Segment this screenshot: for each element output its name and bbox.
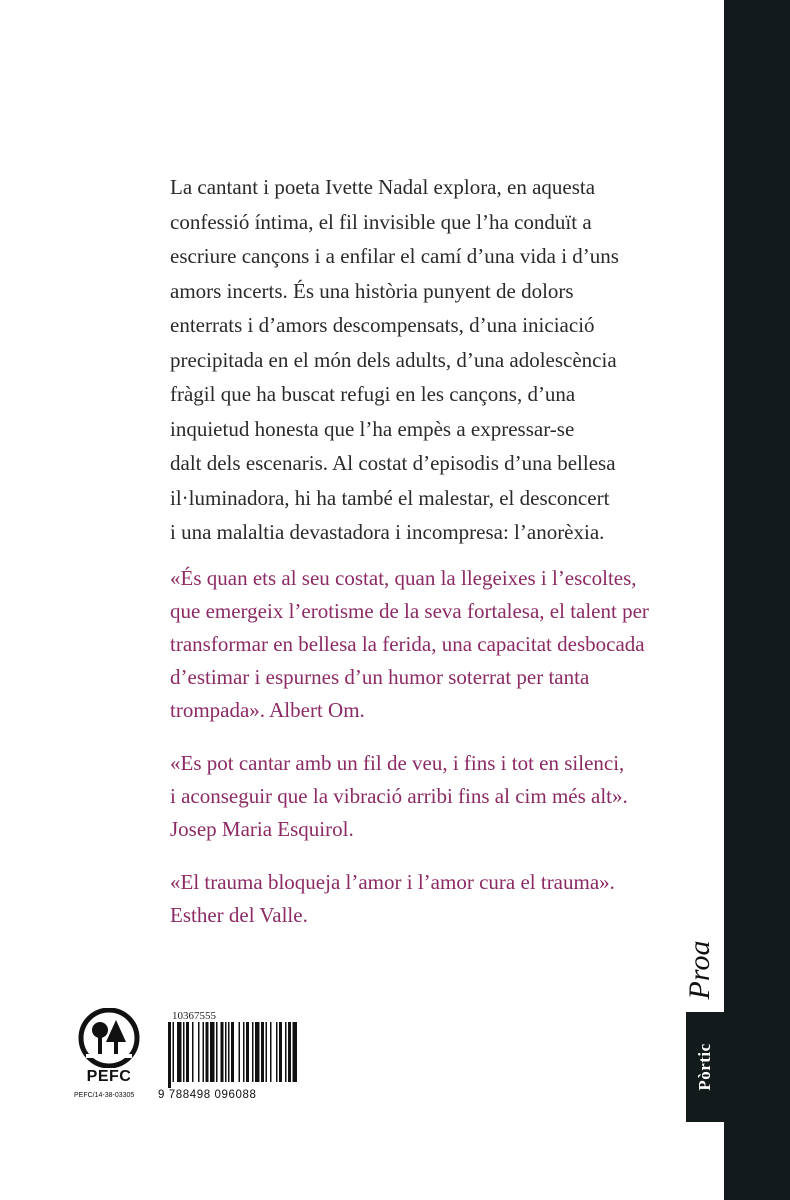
book-spine <box>724 0 790 1200</box>
book-blurb: La cantant i poeta Ivette Nadal explora, en aquesta confessió íntima, el fil invisible que l’ha conduït a escriure cançons i a enfilar el camí d’una vida i d’uns amors incerts. És una història punyent de dolors enterrats i d’amors descompensats, d’una iniciació precipitada en el món dels adults, d’una adolescència fràgil que ha buscat refugi en les cançons, d’una inquietud honesta que l’ha empès a expressar-se dalt dels escenaris. Al costat d’episodis d’una bellesa il·luminadora, hi ha també el malestar, el desconcert i una malaltia devastadora i incompresa: l’anorèxia. <box>170 175 619 544</box>
barcode-icon <box>158 1022 303 1088</box>
pefc-certification <box>76 1008 156 1108</box>
pefc-code: PEFC/14-38-03305 <box>74 1092 135 1099</box>
proa-logo <box>680 930 720 1010</box>
portic-collection-text: Pòrtic <box>695 1043 714 1091</box>
quote-esther-del-valle: «El trauma bloqueja l’amor i l’amor cura el trauma». Esther del Valle. <box>170 870 615 927</box>
tree-logo-icon <box>76 1008 142 1068</box>
pefc-label: PEFC <box>86 1068 132 1085</box>
quote-albert-om: «És quan ets al seu costat, quan la llegeixes i l’escoltes, que emergeix l’erotisme de la seva fortalesa, el talent per transformar en bellesa la ferida, una capacitat desbocada d’estimar i espurnes d’un humor soterrat per tanta trompada». Albert Om. <box>170 566 649 722</box>
proa-logo-text: Proa <box>683 940 716 1000</box>
product-code: 10367555 <box>172 1010 216 1022</box>
quotes-section <box>170 562 710 952</box>
portic-collection-label <box>686 1012 724 1122</box>
quote-josep-maria-esquirol: «Es pot cantar amb un fil de veu, i fins i tot en silenci, i aconseguir que la vibració arribi fins al cim més alt». Josep Maria Esquirol. <box>170 751 628 841</box>
isbn-digits: 9 788498 096088 <box>158 1089 257 1101</box>
